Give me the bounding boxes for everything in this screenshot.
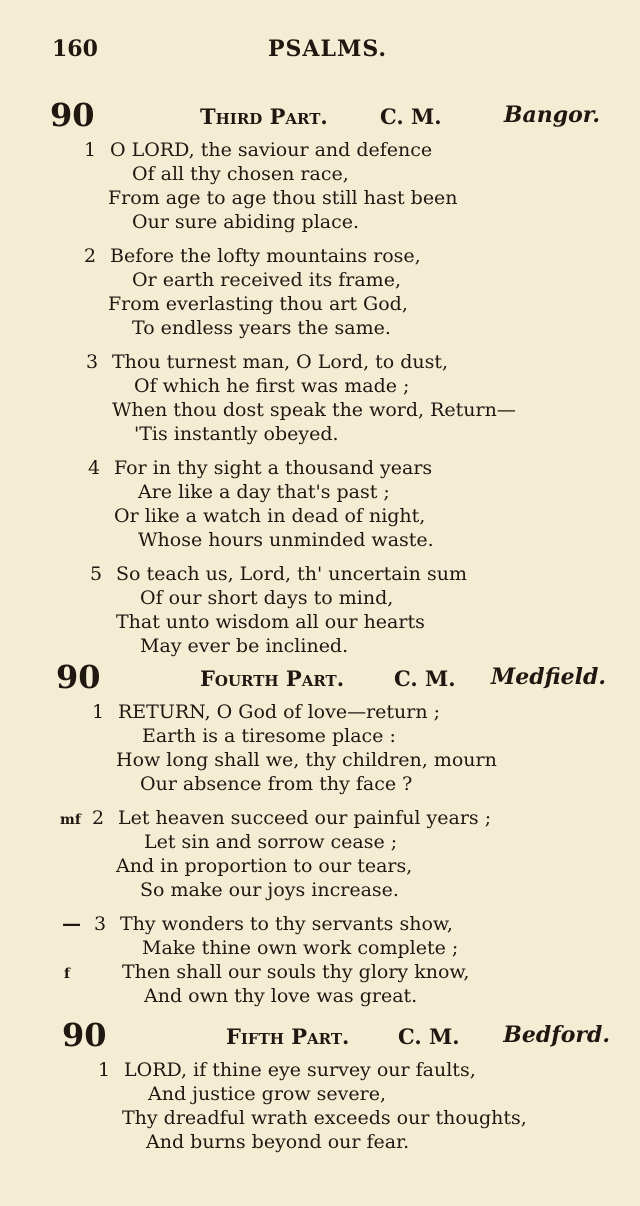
dynamic-marking: — bbox=[62, 913, 81, 935]
stanza-line bbox=[0, 562, 640, 586]
page-title: PSALMS. bbox=[268, 36, 388, 62]
stanza bbox=[0, 350, 640, 446]
stanza-line bbox=[0, 528, 640, 552]
stanza-line bbox=[0, 700, 640, 724]
verse-number: 4 bbox=[88, 457, 101, 479]
stanza-line bbox=[0, 422, 640, 446]
psalm-heading bbox=[0, 96, 640, 138]
verse-text: Of all thy chosen race, bbox=[132, 163, 349, 185]
verse-text: From age to age thou still hast been bbox=[108, 187, 458, 209]
stanza-line bbox=[0, 936, 640, 960]
page-header bbox=[52, 36, 612, 66]
verse-text: Our sure abiding place. bbox=[132, 211, 360, 233]
stanza-line bbox=[0, 724, 640, 748]
verse-text: And justice grow severe, bbox=[148, 1083, 387, 1105]
stanza-line bbox=[0, 504, 640, 528]
verse-text: To endless years the same. bbox=[132, 317, 391, 339]
stanza-line bbox=[0, 634, 640, 658]
psalm-number: 90 bbox=[56, 658, 101, 696]
psalm-section-fifth-part bbox=[0, 1016, 640, 1154]
stanza-line bbox=[0, 210, 640, 234]
stanza-line bbox=[0, 350, 640, 374]
verse-text: From everlasting thou art God, bbox=[108, 293, 408, 315]
verse-text: And in proportion to our tears, bbox=[116, 855, 413, 877]
verse-text: 'Tis instantly obeyed. bbox=[134, 423, 339, 445]
stanza-line bbox=[0, 456, 640, 480]
stanza-line bbox=[0, 138, 640, 162]
stanza-line bbox=[0, 912, 640, 936]
stanza bbox=[0, 562, 640, 658]
verse-text: Let sin and sorrow cease ; bbox=[144, 831, 398, 853]
verse-text: So make our joys increase. bbox=[140, 879, 399, 901]
verse-text: How long shall we, thy children, mourn bbox=[116, 749, 497, 771]
stanza bbox=[0, 912, 640, 1008]
part-label: Fifth Part. bbox=[226, 1024, 350, 1049]
stanza-line bbox=[0, 162, 640, 186]
stanza-line bbox=[0, 748, 640, 772]
psalm-heading bbox=[0, 658, 640, 700]
verse-text: Of our short days to mind, bbox=[140, 587, 394, 609]
verse-text: Earth is a tiresome place : bbox=[142, 725, 396, 747]
stanza-line bbox=[0, 398, 640, 422]
verse-text: Of which he first was made ; bbox=[134, 375, 410, 397]
verse-number: 2 bbox=[84, 245, 97, 267]
stanza-line bbox=[0, 1106, 640, 1130]
stanza-line bbox=[0, 186, 640, 210]
verse-text: Thy wonders to thy servants show, bbox=[120, 913, 453, 935]
verse-text: And own thy love was great. bbox=[144, 985, 418, 1007]
verse-text: So teach us, Lord, th' uncertain sum bbox=[116, 563, 467, 585]
verse-number: 2 bbox=[92, 807, 105, 829]
stanza-line bbox=[0, 268, 640, 292]
psalm-number: 90 bbox=[62, 1016, 107, 1054]
stanza-line bbox=[0, 480, 640, 504]
verse-text: Are like a day that's past ; bbox=[138, 481, 390, 503]
meter-label: C. M. bbox=[398, 1024, 460, 1049]
verse-text: Thou turnest man, O Lord, to dust, bbox=[112, 351, 449, 373]
meter-label: C. M. bbox=[394, 666, 456, 691]
stanza bbox=[0, 700, 640, 796]
psalm-section-third-part bbox=[0, 96, 640, 658]
stanza-line bbox=[0, 1130, 640, 1154]
stanza-line bbox=[0, 1058, 640, 1082]
verse-text: O LORD, the saviour and defence bbox=[110, 139, 433, 161]
stanza-line bbox=[0, 772, 640, 796]
verse-text: RETURN, O God of love—return ; bbox=[118, 701, 441, 723]
verse-text: That unto wisdom all our hearts bbox=[116, 611, 425, 633]
psalm-heading bbox=[0, 1016, 640, 1058]
stanza-line bbox=[0, 854, 640, 878]
verse-text: And burns beyond our fear. bbox=[146, 1131, 410, 1153]
stanza-line bbox=[0, 586, 640, 610]
part-label: Third Part. bbox=[200, 104, 328, 129]
verse-text: Thy dreadful wrath exceeds our thoughts, bbox=[122, 1107, 527, 1129]
meter-label: C. M. bbox=[380, 104, 442, 129]
verse-text: Our absence from thy face ? bbox=[140, 773, 413, 795]
stanza-line bbox=[0, 316, 640, 340]
verse-text: Or earth received its frame, bbox=[132, 269, 401, 291]
stanza-line bbox=[0, 878, 640, 902]
page-number: 160 bbox=[52, 36, 98, 62]
psalm-section-fourth-part bbox=[0, 658, 640, 1008]
stanza-line bbox=[0, 374, 640, 398]
stanza bbox=[0, 138, 640, 234]
tune-name: Bedford. bbox=[503, 1022, 610, 1048]
verse-text: Let heaven succeed our painful years ; bbox=[118, 807, 492, 829]
stanza bbox=[0, 456, 640, 552]
stanza-line bbox=[0, 984, 640, 1008]
stanza-line bbox=[0, 292, 640, 316]
verse-number: 3 bbox=[86, 351, 99, 373]
verse-text: Whose hours unminded waste. bbox=[138, 529, 434, 551]
verse-text: LORD, if thine eye survey our faults, bbox=[124, 1059, 476, 1081]
stanza-line bbox=[0, 1082, 640, 1106]
stanza-line bbox=[0, 830, 640, 854]
part-label: Fourth Part. bbox=[200, 666, 345, 691]
stanza bbox=[0, 244, 640, 340]
stanza-line bbox=[0, 610, 640, 634]
psalm-number: 90 bbox=[50, 96, 95, 134]
verse-number: 1 bbox=[98, 1059, 111, 1081]
verse-text: Then shall our souls thy glory know, bbox=[122, 961, 470, 983]
stanza-line bbox=[0, 244, 640, 268]
verse-number: 1 bbox=[84, 139, 97, 161]
verse-text: May ever be inclined. bbox=[140, 635, 349, 657]
verse-number: 1 bbox=[92, 701, 105, 723]
verse-text: Or like a watch in dead of night, bbox=[114, 505, 426, 527]
verse-text: Make thine own work complete ; bbox=[142, 937, 459, 959]
stanza bbox=[0, 1058, 640, 1154]
tune-name: Medfield. bbox=[490, 664, 606, 690]
dynamic-marking: f bbox=[64, 966, 71, 982]
stanza bbox=[0, 806, 640, 902]
verse-number: 3 bbox=[94, 913, 107, 935]
dynamic-marking: mf bbox=[60, 812, 81, 828]
verse-number: 5 bbox=[90, 563, 103, 585]
verse-text: When thou dost speak the word, Return— bbox=[112, 399, 516, 421]
verse-text: For in thy sight a thousand years bbox=[114, 457, 433, 479]
stanza-line bbox=[0, 806, 640, 830]
stanza-line bbox=[0, 960, 640, 984]
verse-text: Before the lofty mountains rose, bbox=[110, 245, 421, 267]
tune-name: Bangor. bbox=[503, 102, 600, 128]
